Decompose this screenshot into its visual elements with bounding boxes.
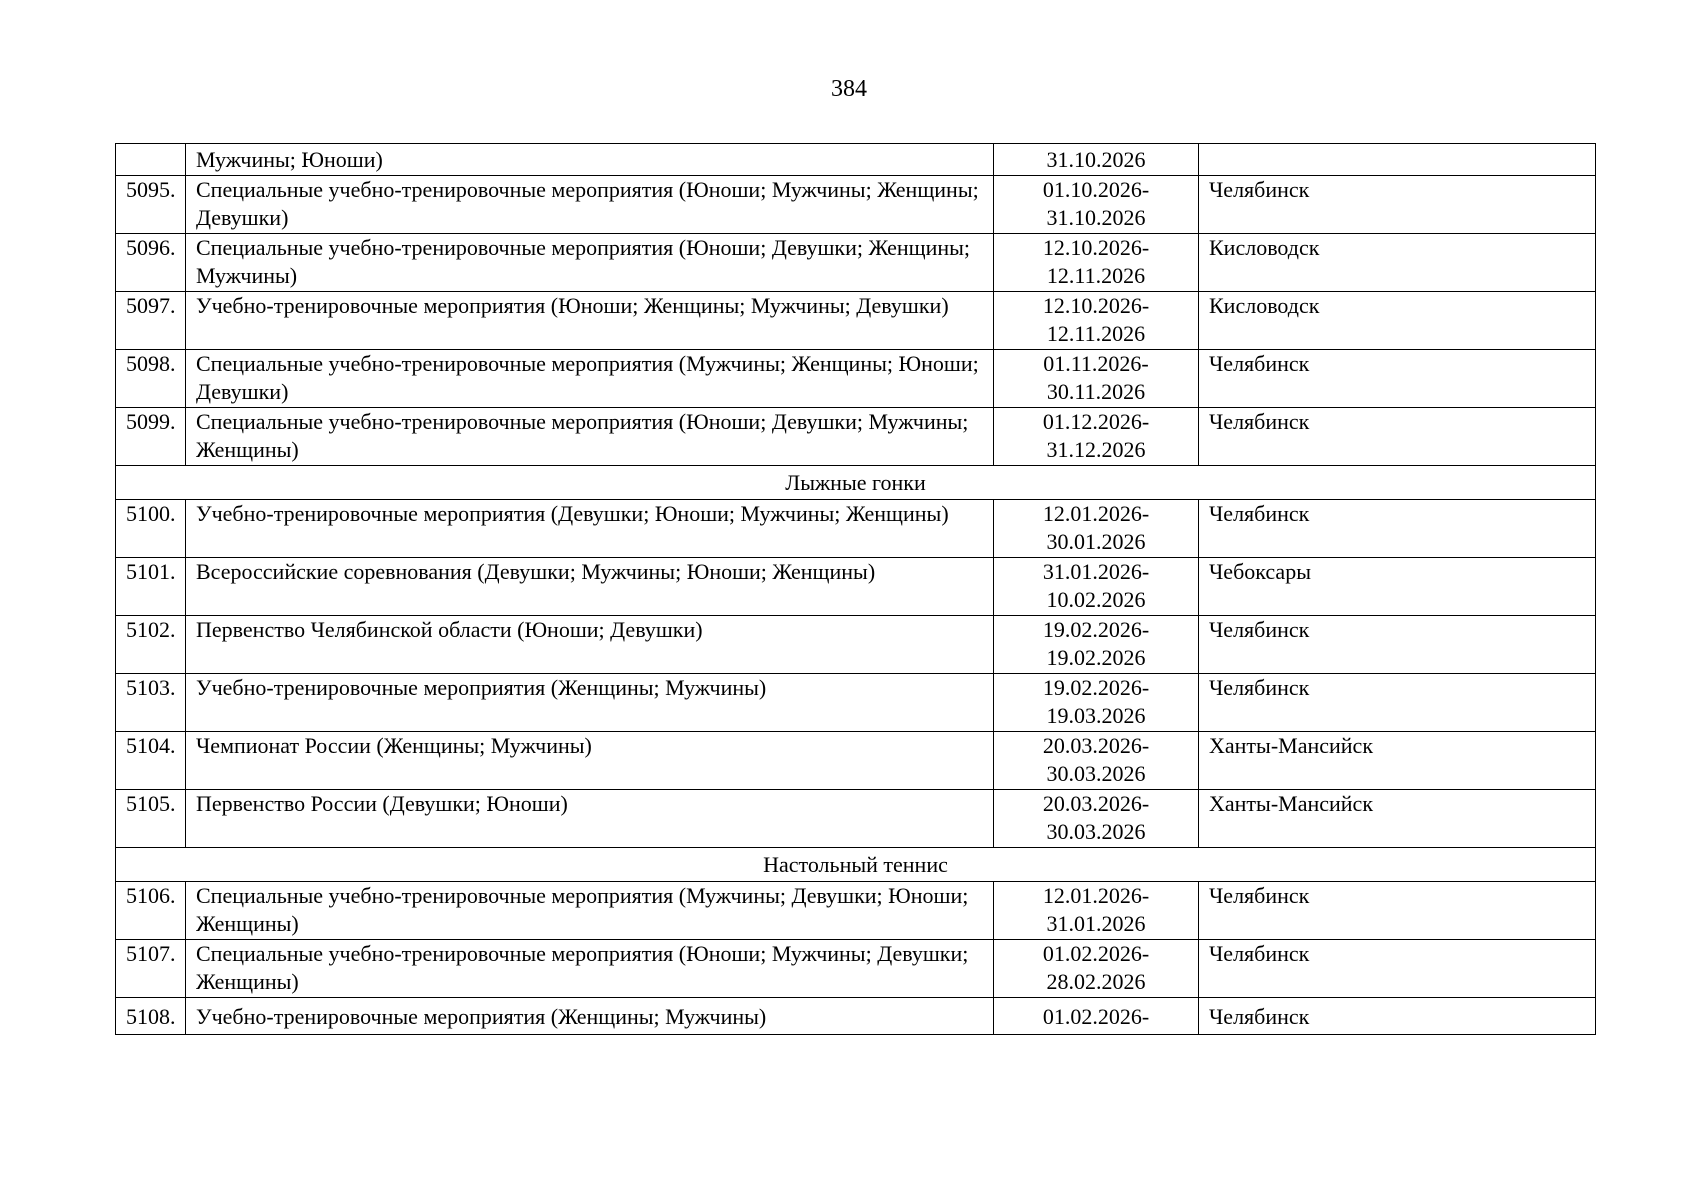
event-date-line: 19.03.2026 (1046, 703, 1146, 728)
event-dates (994, 674, 1199, 732)
event-date-line: 31.10.2026 (1046, 205, 1146, 230)
event-number: 5102. (116, 616, 186, 674)
event-dates (994, 408, 1199, 466)
event-date-line: 31.12.2026 (1046, 437, 1146, 462)
table-row (116, 940, 1596, 998)
section-header-row (116, 848, 1596, 882)
event-name: Специальные учебно-тренировочные мероприятия (Юноши; Мужчины; Девушки; Женщины) (186, 940, 994, 998)
table-row (116, 500, 1596, 558)
event-name: Первенство Челябинской области (Юноши; Девушки) (186, 616, 994, 674)
event-date-line: 28.02.2026 (1046, 969, 1146, 994)
event-number: 5104. (116, 732, 186, 790)
event-date-line: 30.11.2026 (1046, 379, 1146, 404)
event-date-line: 10.02.2026 (1046, 587, 1146, 612)
event-name: Учебно-тренировочные мероприятия (Женщины; Мужчины) (186, 674, 994, 732)
page-number: 384 (831, 76, 867, 102)
event-date-line: 19.02.2026- (1042, 617, 1150, 642)
table-row (116, 408, 1596, 466)
event-number: 5097. (116, 292, 186, 350)
event-dates (994, 940, 1199, 998)
event-date-line: 31.01.2026 (1046, 911, 1146, 936)
event-name: Специальные учебно-тренировочные мероприятия (Юноши; Мужчины; Женщины; Девушки) (186, 176, 994, 234)
event-name: Первенство России (Девушки; Юноши) (186, 790, 994, 848)
event-place (1199, 144, 1596, 176)
event-dates (994, 790, 1199, 848)
event-date-line: 30.03.2026 (1046, 761, 1146, 786)
event-place: Челябинск (1199, 350, 1596, 408)
table-row (116, 790, 1596, 848)
event-dates (994, 176, 1199, 234)
event-name: Мужчины; Юноши) (186, 144, 994, 176)
event-number: 5099. (116, 408, 186, 466)
event-place: Челябинск (1199, 500, 1596, 558)
table-row (116, 176, 1596, 234)
event-dates (994, 234, 1199, 292)
event-date-line: 12.11.2026 (1046, 321, 1146, 346)
event-date-line: 20.03.2026- (1042, 791, 1150, 816)
event-place: Челябинск (1199, 616, 1596, 674)
section-header-row (116, 466, 1596, 500)
event-date-line: 01.11.2026- (1043, 351, 1149, 376)
event-number: 5096. (116, 234, 186, 292)
events-table (115, 143, 1596, 1035)
event-dates (994, 882, 1199, 940)
section-title: Лыжные гонки (116, 466, 1596, 500)
event-place: Челябинск (1199, 882, 1596, 940)
event-dates (994, 350, 1199, 408)
event-name: Учебно-тренировочные мероприятия (Юноши; Женщины; Мужчины; Девушки) (186, 292, 994, 350)
table-row (116, 558, 1596, 616)
table-row (116, 350, 1596, 408)
event-name: Учебно-тренировочные мероприятия (Девушки; Юноши; Мужчины; Женщины) (186, 500, 994, 558)
event-date-line: 31.10.2026 (1046, 147, 1146, 172)
event-number: 5101. (116, 558, 186, 616)
event-name: Учебно-тренировочные мероприятия (Женщины; Мужчины) (186, 998, 994, 1035)
event-date-line: 19.02.2026 (1046, 645, 1146, 670)
event-dates (994, 500, 1199, 558)
table-row (116, 674, 1596, 732)
event-name: Специальные учебно-тренировочные мероприятия (Мужчины; Девушки; Юноши; Женщины) (186, 882, 994, 940)
event-date-line: 12.10.2026- (1042, 235, 1150, 260)
event-date-line: 01.02.2026- (1042, 941, 1150, 966)
event-place: Ханты-Мансийск (1199, 732, 1596, 790)
event-date-line: 12.11.2026 (1046, 263, 1146, 288)
event-date-line: 01.02.2026- (1042, 1004, 1150, 1029)
event-place: Челябинск (1199, 674, 1596, 732)
event-place: Ханты-Мансийск (1199, 790, 1596, 848)
event-number: 5107. (116, 940, 186, 998)
event-date-line: 30.03.2026 (1046, 819, 1146, 844)
event-name: Специальные учебно-тренировочные мероприятия (Юноши; Девушки; Мужчины; Женщины) (186, 408, 994, 466)
event-number (116, 144, 186, 176)
event-place: Челябинск (1199, 408, 1596, 466)
table-row (116, 144, 1596, 176)
event-number: 5098. (116, 350, 186, 408)
event-place: Кисловодск (1199, 234, 1596, 292)
event-date-line: 01.12.2026- (1042, 409, 1150, 434)
event-place: Челябинск (1199, 940, 1596, 998)
section-title: Настольный теннис (116, 848, 1596, 882)
event-date-line: 12.01.2026- (1042, 501, 1150, 526)
event-name: Специальные учебно-тренировочные мероприятия (Мужчины; Женщины; Юноши; Девушки) (186, 350, 994, 408)
event-date-line: 30.01.2026 (1046, 529, 1146, 554)
events-table-body (116, 144, 1596, 1035)
event-number: 5100. (116, 500, 186, 558)
event-place: Кисловодск (1199, 292, 1596, 350)
table-row (116, 616, 1596, 674)
event-place: Челябинск (1199, 176, 1596, 234)
event-name: Специальные учебно-тренировочные мероприятия (Юноши; Девушки; Женщины; Мужчины) (186, 234, 994, 292)
event-date-line: 12.10.2026- (1042, 293, 1150, 318)
event-name: Чемпионат России (Женщины; Мужчины) (186, 732, 994, 790)
event-date-line: 19.02.2026- (1042, 675, 1150, 700)
event-name: Всероссийские соревнования (Девушки; Мужчины; Юноши; Женщины) (186, 558, 994, 616)
event-place: Челябинск (1199, 998, 1596, 1035)
event-number: 5106. (116, 882, 186, 940)
table-row (116, 292, 1596, 350)
event-dates (994, 998, 1199, 1035)
table-row (116, 882, 1596, 940)
event-number: 5108. (116, 998, 186, 1035)
table-row (116, 732, 1596, 790)
event-date-line: 12.01.2026- (1042, 883, 1150, 908)
event-dates (994, 616, 1199, 674)
event-dates (994, 292, 1199, 350)
event-dates (994, 558, 1199, 616)
event-dates (994, 144, 1199, 176)
event-place: Чебоксары (1199, 558, 1596, 616)
event-date-line: 01.10.2026- (1042, 177, 1150, 202)
event-number: 5105. (116, 790, 186, 848)
table-row (116, 998, 1596, 1035)
table-row (116, 234, 1596, 292)
event-number: 5103. (116, 674, 186, 732)
event-number: 5095. (116, 176, 186, 234)
event-date-line: 31.01.2026- (1042, 559, 1150, 584)
event-dates (994, 732, 1199, 790)
event-date-line: 20.03.2026- (1042, 733, 1150, 758)
